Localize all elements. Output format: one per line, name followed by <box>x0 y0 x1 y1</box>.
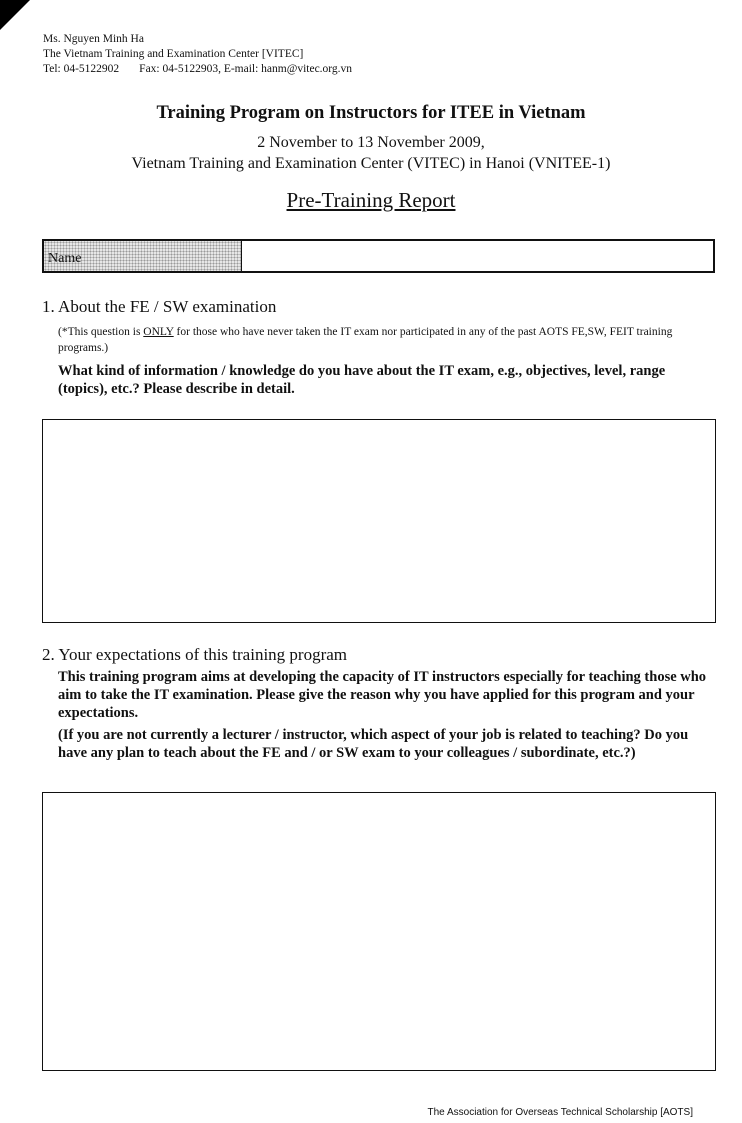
name-field[interactable] <box>42 239 715 273</box>
name-label: Name <box>44 241 242 271</box>
document-title: Training Program on Instructors for ITEE in Vietnam <box>156 103 586 123</box>
note-prefix: (*This question is <box>58 326 144 338</box>
contact-name: Ms. Nguyen Minh Ha <box>43 33 144 45</box>
section1-heading: 1. About the FE / SW examination <box>42 297 277 316</box>
section2-question: This training program aims at developing the capacity of IT instructors especially for teaching those who aim to take the IT examination. Please give the reason why you have applied for this program and your expectations. <box>58 669 707 721</box>
section1-question: What kind of information / knowledge do you have about the IT exam, e.g., objectives, level, range (topics), etc.? Please describe in detail. <box>58 363 666 397</box>
section2-question-followup: (If you are not currently a lecturer / instructor, which aspect of your job is related to teaching? Do you have any plan to teach about the FE and / or SW exam to your colleagues / subordinate, etc.?) <box>58 727 689 761</box>
section1-note <box>58 324 708 356</box>
contact-fax-email: Fax: 04-5122903, E-mail: hanm@vitec.org.vn <box>139 63 353 75</box>
contact-tel: Tel: 04-5122902 <box>43 63 120 75</box>
note-emphasis: ONLY <box>143 326 174 338</box>
contact-phone-line <box>43 62 352 77</box>
program-dates: 2 November to 13 November 2009, <box>257 134 485 151</box>
report-title: Pre-Training Report <box>286 188 456 212</box>
section1-answer-box[interactable] <box>42 419 716 623</box>
section2-heading: 2. Your expectations of this training program <box>42 645 348 664</box>
footer-organization: The Association for Overseas Technical Scholarship [AOTS] <box>427 1107 693 1118</box>
contact-organization: The Vietnam Training and Examination Center [VITEC] <box>43 48 304 60</box>
program-venue: Vietnam Training and Examination Center (VITEC) in Hanoi (VNITEE-1) <box>131 155 611 172</box>
section2-answer-box[interactable] <box>42 792 716 1071</box>
contact-block <box>43 32 352 77</box>
corner-mark <box>0 0 30 30</box>
note-suffix: for those who have never taken the IT exam nor participated in any of the past AOTS FE,SW, FEIT training programs.) <box>58 326 673 354</box>
